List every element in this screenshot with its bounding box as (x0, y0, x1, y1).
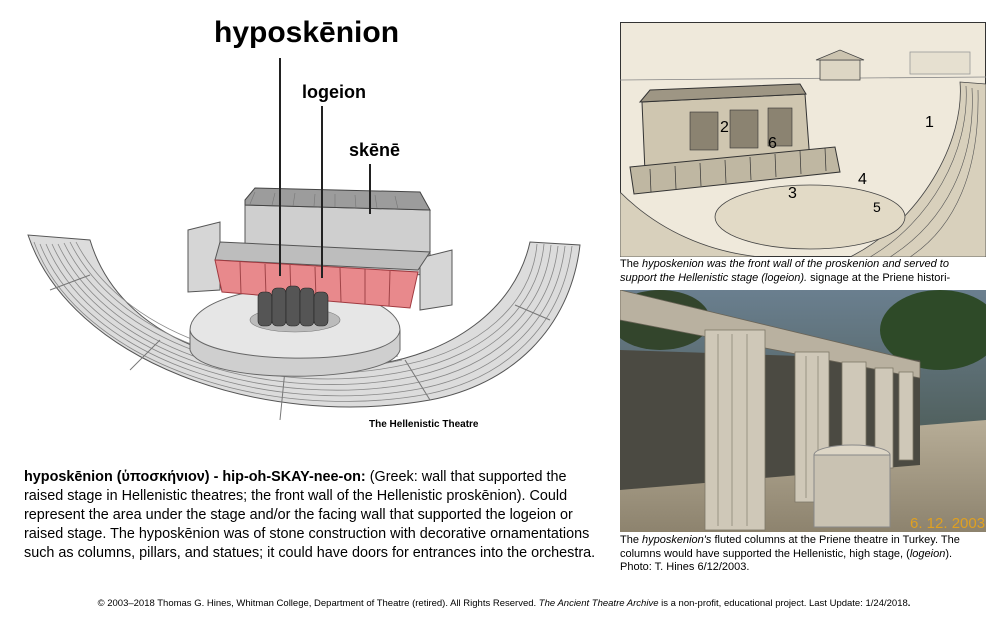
drawing-number-4: 4 (858, 171, 867, 188)
logeion-label: logeion (302, 82, 366, 102)
footer-text: is a non-profit, educational project. Last Update: 1/24/2018 (658, 598, 908, 609)
sketch-caption (620, 258, 986, 286)
caption-text: signage at the Priene histori- (807, 271, 951, 284)
drawing-number-2: 2 (720, 119, 729, 136)
hyposkenion-label: hyposkēnion (214, 16, 400, 49)
skene-label: skēnē (349, 140, 401, 160)
caption-italic: logeion (909, 547, 946, 560)
drawing-number-6: 6 (768, 135, 777, 152)
caption-italic: hyposkenion was the front wall of the proskenion and served to support the Hellenistic stage (logeion). (620, 258, 949, 284)
definition-term: hyposkēnion (ὑποσκήνιον) - hip-oh-SKAY-nee-on: (24, 469, 366, 485)
definition-paragraph (24, 468, 602, 563)
photo-caption (620, 534, 986, 575)
caption-italic: hyposkenion's (642, 534, 712, 546)
drawing-number-5: 5 (873, 199, 881, 215)
drawing-number-3: 3 (788, 185, 797, 202)
priene-theatre-sketch (620, 22, 986, 257)
figure-caption: The Hellenistic Theatre (369, 419, 479, 430)
logeion-pointer-line (321, 106, 323, 278)
priene-columns-photo (620, 290, 986, 532)
definition-text: (Greek: wall that supported the raised stage in Hellenistic theatres; the front wall of the Hellenistic proskēnion). Could represent the area under the stage and/or the facing wall that supported the logeion or raised stage. The hyposkēnion was of stone construction with decorative ornamentations such as columns, pillars, and statues; it could have doors for entrances into the orchestra. (24, 469, 596, 561)
photo-date-stamp: 6. 12. 2003 (910, 515, 986, 532)
caption-text: The (620, 534, 643, 546)
hellenistic-theatre-illustration (10, 180, 585, 430)
footer-text: © 2003–2018 Thomas G. Hines, Whitman College, Department of Theatre (retired). All Rights Reserved. (97, 598, 539, 609)
skene-pointer-line (369, 164, 371, 214)
caption-text: fluted columns at the Priene theatre in Turkey. The columns would have supported the Hellenistic, high stage, ( (620, 534, 960, 560)
drawing-number-1: 1 (925, 114, 934, 131)
caption-text: The (620, 258, 643, 270)
caption-text: ). Photo: T. Hines 6/12/2003. (620, 547, 953, 573)
footer-archive-name: The Ancient Theatre Archive (538, 598, 659, 609)
copyright-footer (0, 598, 1008, 609)
hyposkenion-pointer-line (279, 58, 281, 276)
footer-period: . (907, 598, 911, 609)
